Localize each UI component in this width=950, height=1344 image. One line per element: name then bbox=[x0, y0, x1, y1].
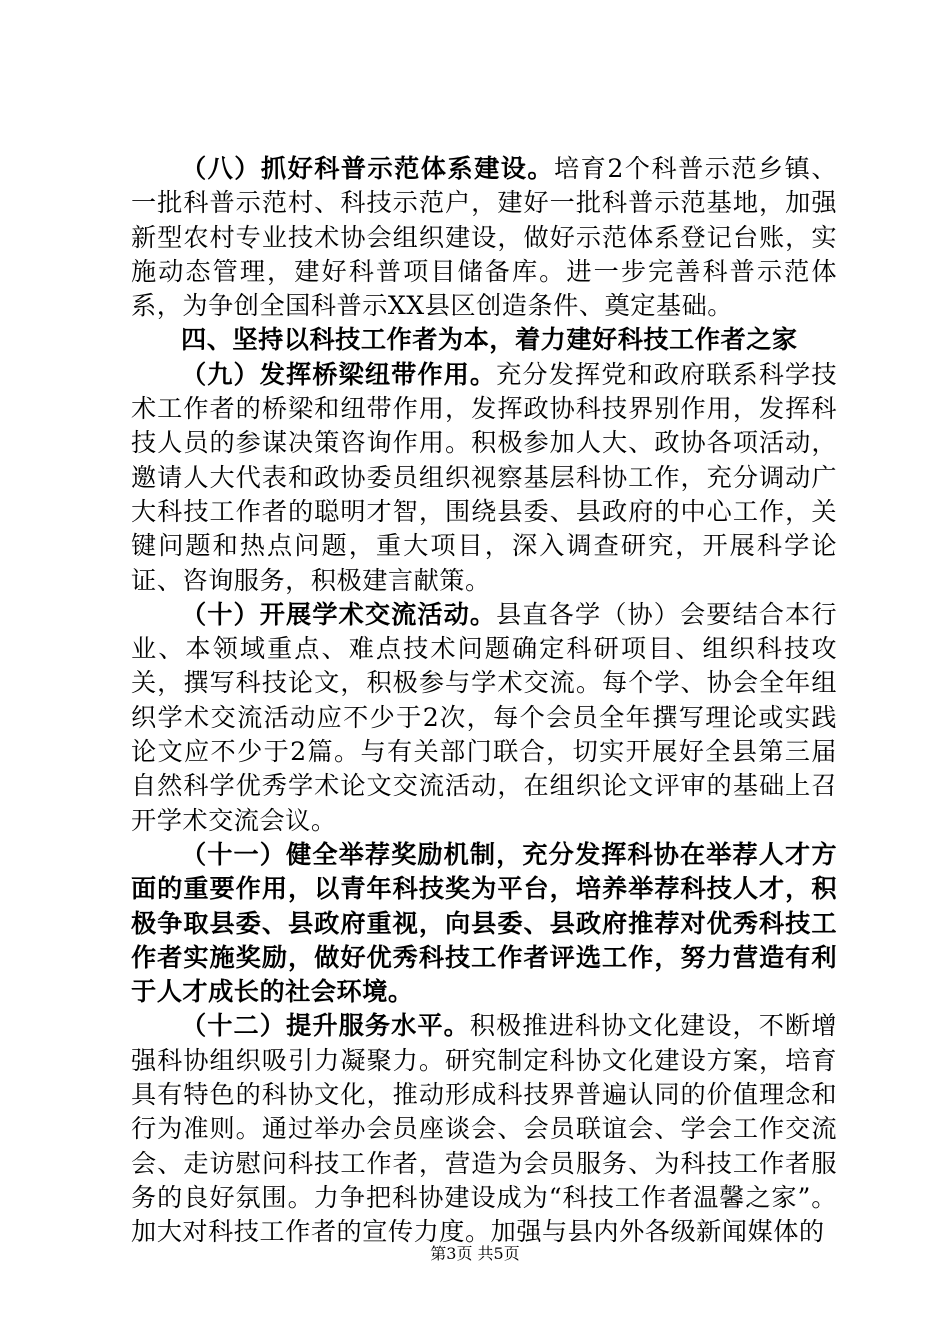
paragraph-10-body: 县直各学（协）会要结合本行业、本领域重点、难点技术问题确定科研项目、组织科技攻关，撰写科技论文，积极参与学术交流。每个学、协会全年组织学术交流活动应不少于2次，每个会员全年撰写理论或实践论文应不少于2篇。与有关部门联合，切实开展好全县第三届自然科学优秀学术论文交流活动，在组织论文评审的基础上召开学术交流会议。 bbox=[131, 599, 838, 835]
paragraph-9-lead: （九）发挥桥梁纽带作用。 bbox=[181, 359, 497, 389]
paragraph-9-body: 充分发挥党和政府联系科学技术工作者的桥梁和纽带作用，发挥政协科技界别作用，发挥科技人员的参谋决策咨询作用。积极参加人大、政协各项活动，邀请人大代表和政协委员组织视察基层科协工作，充分调动广大科技工作者的聪明才智，围绕县委、县政府的中心工作，关键问题和热点问题，重大项目，深入调查研究，开展科学论证、咨询服务，积极建言献策。 bbox=[131, 359, 838, 595]
page-footer: 第3页 共5页 bbox=[430, 1244, 520, 1263]
paragraph-8-body: 培育2个科普示范乡镇、一批科普示范村、科技示范户，建好一批科普示范基地，加强新型农村专业技术协会组织建设，做好示范体系登记台账，实施动态管理，建好科普项目储备库。进一步完善科普示范体系，为争创全国科普示XX县区创造条件、奠定基础。 bbox=[131, 154, 838, 321]
paragraph-9 bbox=[131, 358, 837, 598]
section-heading-4: 四、坚持以科技工作者为本，着力建好科技工作者之家 bbox=[181, 325, 798, 355]
document-body bbox=[131, 152, 837, 1250]
paragraph-12-body: 积极推进科协文化建设，不断增强科协组织吸引力凝聚力。研究制定科协文化建设方案，培育具有特色的科协文化，推动形成科技界普遍认同的价值理念和行为准则。通过举办会员座谈会、会员联谊会、学会工作交流会、走访慰问科技工作者，营造为会员服务、为科技工作者服务的良好氛围。力争把科协建设成为“科技工作者温馨之家”。加大对科技工作者的宣传力度。加强与县内外各级新闻媒体的 bbox=[131, 1011, 838, 1247]
paragraph-10 bbox=[131, 598, 837, 838]
paragraph-12 bbox=[131, 1009, 837, 1249]
paragraph-8 bbox=[131, 152, 837, 323]
paragraph-8-lead: （八）抓好科普示范体系建设。 bbox=[181, 154, 555, 183]
paragraph-12-lead: （十二）提升服务水平。 bbox=[181, 1011, 470, 1041]
paragraph-10-lead: （十）开展学术交流活动。 bbox=[181, 599, 497, 629]
paragraph-11: （十一）健全举荐奖励机制，充分发挥科协在举荐人才方面的重要作用，以青年科技奖为平台，培养举荐科技人才，积极争取县委、县政府重视，向县委、县政府推荐对优秀科技工作者实施奖励，做好优秀科技工作者评选工作，努力营造有利于人才成长的社会环境。 bbox=[131, 839, 837, 1007]
